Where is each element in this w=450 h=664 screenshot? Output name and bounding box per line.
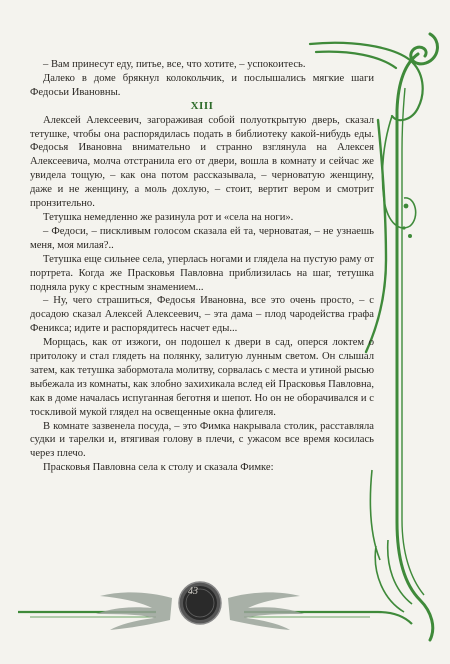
wing-right-icon xyxy=(228,592,304,630)
chapter-heading: XIII xyxy=(190,99,214,112)
paragraph: – Вам принесут еду, питье, все, что хотите, – успокоитесь. xyxy=(43,59,306,70)
paragraph: В комнате зазвенела посуда, – это Фимка накрывала столик, расставляла судки и тарелки и, втягивая голову в плечи, с ужасом все время косилась через плечо. xyxy=(30,420,374,460)
paragraph: – Федоси, – пискливым голосом сказала ей та, черноватая, – не узнаешь меня, моя милая?.. xyxy=(30,225,374,251)
page-number: 43 xyxy=(188,586,198,597)
paragraph: Прасковья Павловна села к столу и сказала Фимке: xyxy=(43,462,274,474)
border-bud xyxy=(408,234,412,238)
border-stem-leaf xyxy=(382,116,415,228)
paragraph: Алексей Алексеевич, загораживая собой полуоткрытую дверь, сказал тетушке, чтобы она распорядилась подать в библиотеку какой-нибудь еды. Федосья Ивановна внимательно и странно взглянула на Алексея Алексеевича, молча отстранила его от двери, вошла в комнату и сейчас же увидела тощую, – как она потом рассказывала, – черноватую женщину, даже и не женщину, а моль дохлую, – стоит, вертит вером и смотрит пронзительно. xyxy=(30,114,374,210)
border-swirl-bottom xyxy=(370,470,412,612)
paragraph: – Ну, чего страшиться, Федосья Ивановна, все это очень просто, – с досадою сказал Алексей Алексеевич, – эта дама – плод чародейства графа Феникса; идите и распорядитесь насчет еды... xyxy=(30,295,374,335)
body-text xyxy=(30,58,374,475)
paragraph: Морщась, как от изжоги, он подошел к двери в сад, оперся локтем о притолоку и стал глядеть на полянку, залитую лунным светом. Он слышал затем, как тетушка забормотала молитву, сорвалась с места и утиной рысью выбежала из комнаты, как злобно захихикала вслед ей Прасковья Павловна, как в доме началась испуганная беготня и шепот. Но он не оборачивался и с тоскливой мукой глядел на освещенные окна флигеля. xyxy=(30,337,374,418)
paragraph: Тетушка немедленно же разинула рот и «села на ноги». xyxy=(43,211,294,223)
border-bud xyxy=(404,204,409,209)
paragraph: Далеко в доме брякнул колокольчик, и послышались мягкие шаги Федосьи Ивановны. xyxy=(30,72,374,98)
paragraph: Тетушка еще сильнее села, уперлась ногами и глядела на пустую раму от портрета. Когда же Прасковья Павловна приблизилась на шаг, тетушка подняла руку с крестным знамением... xyxy=(30,253,374,293)
border-vine-inner xyxy=(402,88,424,595)
border-bud xyxy=(402,226,405,229)
wing-left-icon xyxy=(96,592,172,630)
